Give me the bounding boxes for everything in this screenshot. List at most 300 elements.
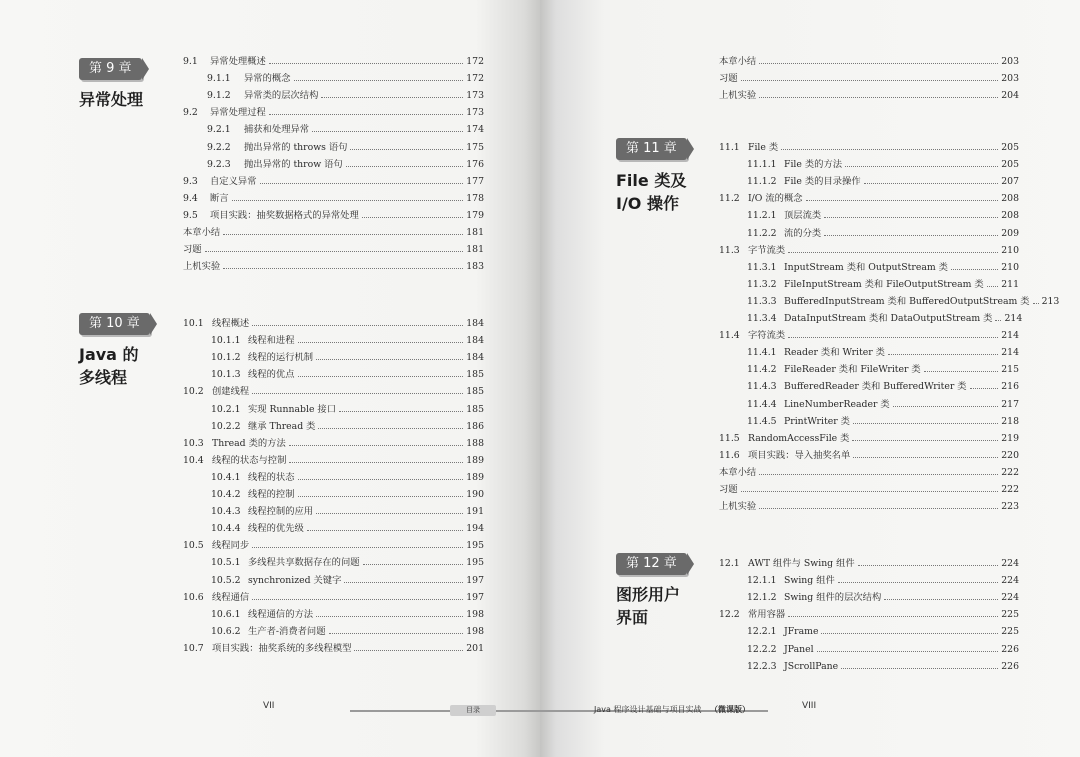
toc-entry[interactable]	[183, 534, 484, 551]
dot-leader	[350, 149, 463, 150]
chapter-title-line: 多线程	[79, 368, 128, 387]
dot-leader	[321, 97, 463, 98]
toc-entry-number: 9.1.1	[207, 73, 231, 85]
toc-entry-page: 224	[1001, 558, 1019, 570]
dot-leader	[1033, 303, 1039, 304]
toc-entry-number: 11.6	[719, 449, 740, 461]
dot-leader	[759, 508, 998, 509]
toc-entry-title: 本章小结	[183, 227, 221, 239]
dot-leader	[362, 217, 463, 218]
toc-entry-number: 11.3.2	[747, 278, 777, 290]
toc-entry-page: 225	[1001, 626, 1019, 638]
toc-entry-title: 异常处理概述	[210, 56, 266, 68]
toc-entry-page: 214	[1001, 347, 1019, 359]
toc-entry-page: 223	[1001, 501, 1019, 513]
toc-entry-page: 205	[1001, 142, 1019, 154]
chapter-title-line: 界面	[616, 608, 649, 627]
toc-entry-title: 线程的运行机制	[248, 352, 314, 364]
toc-entry-page: 218	[1001, 415, 1019, 427]
dot-leader	[970, 388, 999, 389]
toc-entry-page: 185	[466, 386, 484, 398]
toc-entry-number: 11.1	[719, 142, 740, 154]
dot-leader	[363, 564, 464, 565]
toc-entry[interactable]	[719, 136, 1019, 153]
toc-entry-number: 10.4.3	[211, 506, 241, 518]
toc-entry-number: 10.4.4	[211, 523, 241, 535]
toc-entry-title: 抛出异常的 throws 语句	[244, 141, 348, 153]
toc-entry-number: 11.4.3	[747, 381, 777, 393]
dot-leader	[316, 359, 463, 360]
dot-leader	[312, 131, 463, 132]
toc-entry-title: 抛出异常的 throw 语句	[244, 158, 343, 170]
toc-entry-title: 线程同步	[212, 540, 250, 552]
toc-entry[interactable]	[719, 478, 1019, 495]
dot-leader	[838, 582, 998, 583]
dot-leader	[759, 63, 998, 64]
toc-entry[interactable]	[719, 67, 1019, 84]
toc-entry-title: 线程的控制	[248, 489, 295, 501]
toc-entry-title: 捕获和处理异常	[244, 124, 310, 136]
toc-entry-page: 214	[1001, 330, 1019, 342]
toc-entry-page: 204	[1001, 90, 1019, 102]
toc-entry[interactable]	[719, 273, 1019, 290]
toc-entry[interactable]	[183, 500, 484, 517]
toc-entry-page: 203	[1001, 73, 1019, 85]
dot-leader	[995, 320, 1001, 321]
toc-entry-title: 线程的状态	[248, 471, 295, 483]
toc-entry[interactable]	[719, 170, 1019, 187]
dot-leader	[853, 457, 998, 458]
edition-text: （微课版）	[710, 705, 750, 714]
dot-leader	[316, 513, 463, 514]
toc-chapter-9	[183, 50, 484, 272]
toc-entry-title: JScrollPane	[784, 660, 839, 672]
footer-rule	[350, 710, 540, 712]
toc-entry-number: 10.2.1	[211, 403, 241, 415]
toc-entry[interactable]	[719, 461, 1019, 478]
toc-entry-page: 214	[1004, 313, 1023, 325]
toc-entry[interactable]	[183, 449, 484, 466]
dot-leader	[852, 440, 998, 441]
toc-entry-page: 175	[466, 141, 484, 153]
toc-entry-number: 11.4.2	[747, 364, 777, 376]
toc-entry[interactable]	[719, 290, 1060, 307]
dot-leader	[741, 80, 999, 81]
toc-entry-title: DataInputStream 类和 DataOutputStream 类	[784, 313, 993, 325]
toc-entry-title: 线程通信	[212, 591, 250, 603]
toc-entry[interactable]	[719, 50, 1019, 67]
toc-entry-page: 226	[1001, 660, 1019, 672]
dot-leader	[252, 325, 463, 326]
chapter-title-line: Java 的	[79, 345, 139, 364]
toc-entry-number: 12.2.3	[747, 660, 777, 672]
toc-entry-number: 10.2	[183, 386, 204, 398]
dot-leader	[951, 269, 998, 270]
toc-entry-title: JPanel	[784, 643, 814, 655]
dot-leader	[329, 633, 464, 634]
toc-entry-page: 181	[466, 244, 484, 256]
toc-entry-title: 线程通信的方法	[248, 608, 314, 620]
toc-entry[interactable]	[719, 569, 1019, 586]
toc-entry[interactable]	[719, 586, 1019, 603]
chapter-badge: 第 11 章	[616, 138, 687, 160]
toc-entry-page: 188	[466, 437, 484, 449]
toc-entry-page: 207	[1001, 176, 1019, 188]
dot-leader	[307, 530, 463, 531]
toc-entry-number: 11.2	[719, 193, 740, 205]
toc-entry[interactable]	[183, 363, 484, 380]
toc-entry-page: 213	[1041, 295, 1060, 307]
dot-leader	[864, 183, 999, 184]
toc-entry-number: 10.1	[183, 318, 204, 330]
toc-entry-page: 224	[1001, 592, 1019, 604]
toc-entry-number: 11.2.2	[747, 227, 777, 239]
toc-entry-page: 184	[466, 335, 484, 347]
dot-leader	[853, 423, 998, 424]
dot-leader	[987, 286, 999, 287]
toc-entry[interactable]	[183, 483, 484, 500]
toc-entry[interactable]	[183, 586, 484, 603]
toc-entry-number: 10.6.2	[211, 625, 241, 637]
toc-entry-number: 11.3.4	[747, 313, 777, 325]
toc-entry-title: JFrame	[784, 626, 819, 638]
toc-entry[interactable]	[719, 620, 1019, 637]
toc-entry[interactable]	[719, 444, 1019, 461]
toc-entry-page: 172	[466, 73, 484, 85]
toc-entry-page: 209	[1001, 227, 1019, 239]
toc-entry-title: 异常的概念	[244, 73, 291, 85]
toc-entry-number: 10.4.1	[211, 471, 241, 483]
toc-entry-page: 220	[1001, 449, 1019, 461]
toc-entry[interactable]	[183, 255, 484, 272]
toc-entry-title: File 类	[748, 142, 779, 154]
dot-leader	[788, 337, 998, 338]
page-number: VII	[263, 701, 275, 711]
toc-entry[interactable]	[183, 118, 484, 135]
toc-entry-page: 225	[1001, 609, 1019, 621]
toc-entry[interactable]	[183, 568, 484, 585]
toc-entry[interactable]	[719, 307, 1023, 325]
toc-entry-title: 项目实践：导入抽奖名单	[748, 449, 851, 461]
toc-entry-page: 215	[1001, 364, 1019, 376]
dot-leader	[824, 235, 998, 236]
toc-entry[interactable]	[719, 392, 1019, 409]
toc-entry-number: 10.3	[183, 437, 204, 449]
toc-entry[interactable]	[719, 221, 1019, 238]
toc-entry-number: 11.5	[719, 432, 740, 444]
toc-chapter-12	[719, 552, 1019, 672]
toc-entry[interactable]	[183, 84, 484, 101]
toc-entry-title: 字节流类	[748, 244, 786, 256]
toc-entry-page: 195	[466, 557, 484, 569]
toc-entry-page: 208	[1001, 210, 1019, 222]
toc-entry[interactable]	[183, 637, 484, 654]
toc-entry-number: 9.2.2	[207, 141, 231, 153]
toc-entry-page: 198	[466, 625, 484, 637]
dot-leader	[858, 565, 999, 566]
dot-leader	[824, 217, 998, 218]
chapter-badge: 第 12 章	[616, 553, 687, 575]
toc-entry-number: 10.1.1	[211, 335, 241, 347]
toc-entry[interactable]	[719, 375, 1019, 392]
toc-entry-title: Thread 类的方法	[212, 437, 286, 449]
toc-entry[interactable]	[183, 221, 484, 238]
toc-entry-number: 12.2.1	[747, 626, 777, 638]
dot-leader	[924, 371, 999, 372]
dot-leader	[841, 668, 998, 669]
toc-entry-page: 226	[1001, 643, 1019, 655]
toc-entry-title: 异常类的层次结构	[244, 90, 319, 102]
chapter-badge: 第 10 章	[79, 313, 150, 335]
dot-leader	[205, 251, 464, 252]
toc-entry-page: 173	[466, 90, 484, 102]
toc-entry-title: synchronized 关键字	[248, 574, 342, 586]
toc-entry-title: RandomAccessFile 类	[748, 432, 850, 444]
dot-leader	[845, 166, 998, 167]
toc-entry-number: 10.7	[183, 642, 204, 654]
dot-leader	[318, 428, 463, 429]
toc-entry-page: 194	[466, 523, 484, 535]
toc-entry-page: 195	[466, 540, 484, 552]
toc-entry-title: FileInputStream 类和 FileOutputStream 类	[784, 278, 984, 290]
dot-leader	[269, 63, 463, 64]
toc-entry-page: 222	[1001, 466, 1019, 478]
chapter-title	[79, 88, 143, 111]
toc-entry-title: PrintWriter 类	[784, 415, 850, 427]
dot-leader	[346, 166, 464, 167]
toc-entry[interactable]	[719, 427, 1019, 444]
toc-entry-page: 224	[1001, 575, 1019, 587]
toc-entry-title: 常用容器	[748, 609, 786, 621]
toc-entry-title: 创建线程	[212, 386, 250, 398]
toc-entry[interactable]	[719, 84, 1019, 101]
toc-entry-page: 183	[466, 261, 484, 273]
dot-leader	[298, 496, 464, 497]
toc-entry-page: 210	[1001, 261, 1019, 273]
toc-entry-title: 上机实验	[183, 261, 221, 273]
toc-entry-title: 线程概述	[212, 318, 250, 330]
toc-entry[interactable]	[183, 517, 484, 534]
dot-leader	[289, 462, 463, 463]
toc-entry[interactable]	[183, 153, 484, 170]
book-title	[594, 704, 750, 715]
toc-entry-title: FileReader 类和 FileWriter 类	[784, 364, 921, 376]
toc-entry[interactable]	[719, 358, 1019, 375]
toc-entry-title: 项目实践：抽奖数据格式的异常处理	[210, 209, 359, 221]
toc-entry[interactable]	[719, 655, 1019, 672]
toc-entry-number: 10.1.3	[211, 369, 241, 381]
dot-leader	[759, 97, 998, 98]
toc-entry-page: 211	[1001, 278, 1019, 290]
toc-entry-page: 172	[466, 56, 484, 68]
toc-entry-number: 12.1.1	[747, 575, 777, 587]
toc-entry-number: 10.6	[183, 591, 204, 603]
toc-entry-title: 习题	[719, 483, 738, 495]
toc-entry-title: LineNumberReader 类	[784, 398, 890, 410]
toc-entry-number: 12.1	[719, 558, 740, 570]
toc-entry-title: 上机实验	[719, 501, 757, 513]
toc-entry[interactable]	[719, 187, 1019, 204]
toc-entry[interactable]	[719, 603, 1019, 620]
toc-entry-title: 线程的优点	[248, 369, 295, 381]
toc-entry[interactable]	[183, 397, 484, 414]
toc-entry-number: 12.2	[719, 609, 740, 621]
toc-entry-title: 断言	[210, 192, 229, 204]
toc-entry[interactable]	[183, 67, 484, 84]
toc-entry-number: 11.3	[719, 244, 740, 256]
toc-entry-number: 9.1.2	[207, 90, 231, 102]
toc-entry-number: 9.3	[183, 175, 198, 187]
toc-entry-number: 11.3.1	[747, 261, 777, 273]
toc-entry[interactable]	[719, 256, 1019, 273]
chapter-title-line: I/O 操作	[616, 194, 679, 213]
toc-entry-title: Swing 组件	[784, 575, 835, 587]
toc-entry[interactable]	[719, 341, 1019, 358]
toc-entry-title: 多线程共享数据存在的问题	[248, 557, 360, 569]
dot-leader	[821, 633, 998, 634]
toc-entry[interactable]	[719, 204, 1019, 221]
toc-entry-title: File 类的方法	[784, 159, 843, 171]
toc-entry-number: 10.1.2	[211, 352, 241, 364]
toc-entry[interactable]	[183, 238, 484, 255]
toc-entry-page: 178	[466, 192, 484, 204]
toc-entry[interactable]	[183, 50, 484, 67]
toc-entry-title: 本章小结	[719, 56, 757, 68]
toc-entry-page: 185	[466, 403, 484, 415]
toc-entry-number: 11.3.3	[747, 295, 777, 307]
toc-entry-number: 10.4.2	[211, 489, 241, 501]
toc-entry-number: 10.5.1	[211, 557, 241, 569]
toc-entry-title: BufferedReader 类和 BufferedWriter 类	[784, 381, 967, 393]
toc-entry[interactable]	[183, 101, 484, 118]
toc-entry[interactable]	[183, 312, 484, 329]
toc-entry-number: 10.6.1	[211, 608, 241, 620]
chapter-title	[616, 169, 686, 215]
toc-entry-page: 190	[466, 489, 484, 501]
toc-entry-title: I/O 流的概念	[748, 193, 803, 205]
toc-entry[interactable]	[183, 603, 484, 620]
dot-leader	[223, 268, 463, 269]
toc-entry[interactable]	[183, 346, 484, 363]
toc-entry-page: 222	[1001, 483, 1019, 495]
toc-entry[interactable]	[183, 135, 484, 152]
toc-entry-title: 继承 Thread 类	[248, 420, 316, 432]
toc-chapter-10-end	[719, 50, 1019, 101]
dot-leader	[298, 479, 464, 480]
toc-entry[interactable]	[183, 204, 484, 221]
toc-entry-title: 线程的优先级	[248, 523, 304, 535]
dot-leader	[316, 616, 463, 617]
dot-leader	[788, 616, 998, 617]
toc-entry-page: 185	[466, 369, 484, 381]
toc-entry-title: 异常处理过程	[210, 107, 266, 119]
toc-entry[interactable]	[183, 551, 484, 568]
toc-entry-title: 习题	[183, 244, 202, 256]
toc-entry-number: 11.4.5	[747, 415, 777, 427]
toc-entry-title: 本章小结	[719, 466, 757, 478]
toc-entry-title: 自定义异常	[210, 175, 257, 187]
toc-entry-page: 174	[466, 124, 484, 136]
toc-entry-title: File 类的目录操作	[784, 176, 861, 188]
toc-entry-number: 9.4	[183, 192, 198, 204]
chapter-title-line: 图形用户	[616, 585, 681, 604]
toc-entry[interactable]	[719, 552, 1019, 569]
toc-entry-page: 176	[466, 158, 484, 170]
dot-leader	[888, 354, 998, 355]
dot-leader	[741, 491, 999, 492]
dot-leader	[252, 393, 463, 394]
toc-entry[interactable]	[719, 410, 1019, 427]
toc-entry[interactable]	[719, 637, 1019, 654]
dot-leader	[232, 200, 464, 201]
toc-entry-page: 197	[466, 591, 484, 603]
toc-entry-page: 216	[1001, 381, 1019, 393]
toc-entry-number: 9.1	[183, 56, 198, 68]
toc-entry-page: 198	[466, 608, 484, 620]
toc-entry[interactable]	[719, 324, 1019, 341]
toc-entry[interactable]	[183, 432, 484, 449]
toc-entry[interactable]	[719, 153, 1019, 170]
toc-entry-page: 205	[1001, 159, 1019, 171]
toc-entry-number: 11.4	[719, 330, 740, 342]
toc-entry-page: 208	[1001, 193, 1019, 205]
toc-entry[interactable]	[719, 239, 1019, 256]
dot-leader	[223, 234, 463, 235]
toc-entry[interactable]	[183, 415, 484, 432]
toc-entry-number: 10.2.2	[211, 420, 241, 432]
right-page	[540, 0, 1080, 757]
chapter-title	[79, 343, 139, 389]
toc-entry-title: 习题	[719, 73, 738, 85]
toc-entry-title: 上机实验	[719, 90, 757, 102]
toc-entry[interactable]	[183, 380, 484, 397]
toc-entry[interactable]	[183, 620, 484, 637]
toc-entry-title: 项目实践：抽奖系统的多线程模型	[212, 642, 352, 654]
toc-entry-page: 203	[1001, 56, 1019, 68]
page-number: VIII	[802, 701, 817, 711]
toc-entry[interactable]	[183, 466, 484, 483]
dot-leader	[294, 80, 464, 81]
toc-entry[interactable]	[183, 329, 484, 346]
toc-entry-number: 9.5	[183, 209, 198, 221]
toc-entry-page: 210	[1001, 244, 1019, 256]
dot-leader	[884, 599, 998, 600]
toc-entry-number: 10.4	[183, 454, 204, 466]
toc-entry-title: Reader 类和 Writer 类	[784, 347, 885, 359]
toc-entry-page: 191	[466, 506, 484, 518]
toc-entry-page: 197	[466, 574, 484, 586]
toc-entry[interactable]	[183, 170, 484, 187]
toc-entry-number: 12.1.2	[747, 592, 777, 604]
dot-leader	[781, 149, 998, 150]
book-title-text: Java 程序设计基础与项目实战	[594, 705, 702, 714]
toc-entry-title: 流的分类	[784, 227, 822, 239]
toc-entry[interactable]	[183, 187, 484, 204]
toc-entry[interactable]	[719, 495, 1019, 512]
toc-entry-number: 11.4.1	[747, 347, 777, 359]
chapter-title-line: 异常处理	[79, 90, 144, 109]
toc-entry-title: 线程的状态与控制	[212, 454, 287, 466]
toc-entry-title: 线程控制的应用	[248, 506, 314, 518]
toc-entry-page: 219	[1001, 432, 1019, 444]
dot-leader	[788, 252, 998, 253]
toc-entry-number: 12.2.2	[747, 643, 777, 655]
toc-entry-page: 189	[466, 454, 484, 466]
dot-leader	[298, 376, 464, 377]
chapter-title-line: File 类及	[616, 171, 687, 190]
toc-entry-title: Swing 组件的层次结构	[784, 592, 882, 604]
dot-leader	[339, 411, 463, 412]
